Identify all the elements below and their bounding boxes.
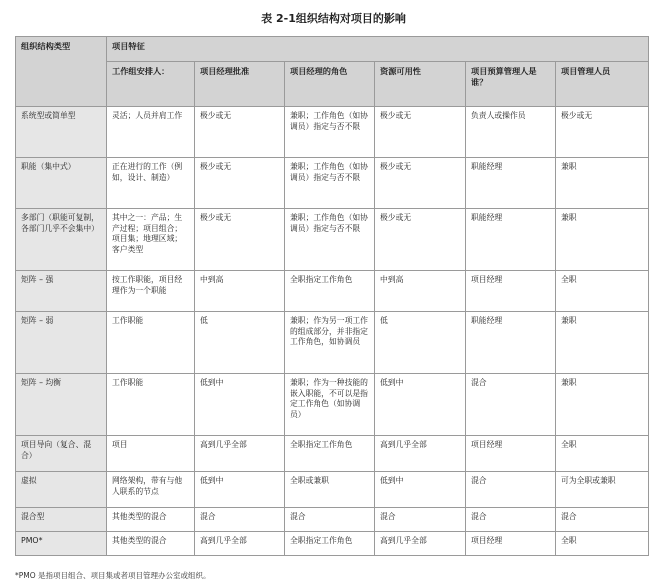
table-cell: 混合 [195,508,285,532]
table-cell: 极少或无 [375,158,466,209]
table-row [16,271,649,312]
table-cell: 兼职 [556,374,649,436]
table-row [16,374,649,436]
table-cell: 兼职；作为另一项工作的组成部分，并非指定工作角色，如协调员 [285,312,375,374]
table-cell: 兼职；作为一种技能的嵌入职能，不可以是指定工作角色（如协调员） [285,374,375,436]
table-cell: 职能经理 [466,312,556,374]
table-row [16,472,649,508]
row-header: 职能（集中式） [16,158,107,209]
column-header: 项目管理人员 [556,62,649,107]
table-cell: 极少或无 [375,107,466,158]
row-header: 项目导向（复合、混合） [16,436,107,472]
table-cell: 项目经理 [466,271,556,312]
table-cell: 低到中 [375,374,466,436]
table-row [16,312,649,374]
table-cell: 兼职 [556,209,649,271]
table-cell: 项目经理 [466,532,556,556]
table-cell: 职能经理 [466,158,556,209]
row-header: 系统型或简单型 [16,107,107,158]
org-structure-table [15,36,649,556]
table-cell: 职能经理 [466,209,556,271]
table-cell: 混合 [466,508,556,532]
table-cell: 项目经理 [466,436,556,472]
table-cell: 极少或无 [195,107,285,158]
table-cell: 兼职；工作角色（如协调员）指定与否不限 [285,107,375,158]
column-header: 项目经理批准 [195,62,285,107]
row-header: 虚拟 [16,472,107,508]
table-cell: 混合 [285,508,375,532]
table-row [16,107,649,158]
table-cell: 低 [375,312,466,374]
table-cell: 高到几乎全部 [375,436,466,472]
row-header: 矩阵 – 均衡 [16,374,107,436]
table-cell: 极少或无 [375,209,466,271]
table-cell: 低到中 [195,374,285,436]
table-cell: 兼职 [556,312,649,374]
table-cell: 低 [195,312,285,374]
table-title: 表 2-1组织结构对项目的影响 [261,12,406,25]
table-cell: 低到中 [375,472,466,508]
table-cell: 混合 [466,374,556,436]
column-header: 项目经理的角色 [285,62,375,107]
column-header: 资源可用性 [375,62,466,107]
footnote: *PMO 是指项目组合、项目集或者项目管理办公室或组织。 [15,571,211,580]
table-cell: 按工作职能，项目经理作为一个职能 [107,271,195,312]
table-cell: 混合 [556,508,649,532]
column-header: 工作组安排人： [107,62,195,107]
row-header: 混合型 [16,508,107,532]
table-cell: 极少或无 [195,209,285,271]
table-row [16,209,649,271]
table-cell: 混合 [466,472,556,508]
table-cell: 兼职；工作角色（如协调员）指定与否不限 [285,209,375,271]
table-cell: 全职指定工作角色 [285,271,375,312]
table-row [16,532,649,556]
row-header: 矩阵 – 强 [16,271,107,312]
table-cell: 工作职能 [107,374,195,436]
table-cell: 工作职能 [107,312,195,374]
table-cell: 全职 [556,532,649,556]
table-cell: 可为全职或兼职 [556,472,649,508]
table-cell: 全职指定工作角色 [285,436,375,472]
table-cell: 兼职 [556,158,649,209]
table-cell: 全职 [556,436,649,472]
table-cell: 高到几乎全部 [375,532,466,556]
table-cell: 全职 [556,271,649,312]
table-cell: 灵活；人员并肩工作 [107,107,195,158]
row-header: 多部门（职能可复制，各部门几乎不会集中） [16,209,107,271]
table-row [16,508,649,532]
row-header: PMO* [16,532,107,556]
table-cell: 全职指定工作角色 [285,532,375,556]
table-cell: 其他类型的混合 [107,508,195,532]
table-cell: 中到高 [195,271,285,312]
table-cell: 极少或无 [556,107,649,158]
table-cell: 极少或无 [195,158,285,209]
table-cell: 中到高 [375,271,466,312]
row-type-header: 组织结构类型 [16,37,107,107]
row-header: 矩阵 – 弱 [16,312,107,374]
table-cell: 全职或兼职 [285,472,375,508]
table-cell: 高到几乎全部 [195,532,285,556]
table-cell: 负责人或操作员 [466,107,556,158]
table-cell: 低到中 [195,472,285,508]
column-header: 项目预算管理人是谁？ [466,62,556,107]
table-row [16,436,649,472]
group-header: 项目特征 [107,37,649,62]
table-cell: 项目 [107,436,195,472]
table-cell: 兼职；工作角色（如协调员）指定与否不限 [285,158,375,209]
table-cell: 混合 [375,508,466,532]
table-cell: 网络架构，带有与他人联系的节点 [107,472,195,508]
table-cell: 正在进行的工作（例如，设计、制造） [107,158,195,209]
table-cell: 高到几乎全部 [195,436,285,472]
table-cell: 其他类型的混合 [107,532,195,556]
table-cell: 其中之一：产品；生产过程；项目组合；项目集；地理区域；客户类型 [107,209,195,271]
table-row [16,158,649,209]
